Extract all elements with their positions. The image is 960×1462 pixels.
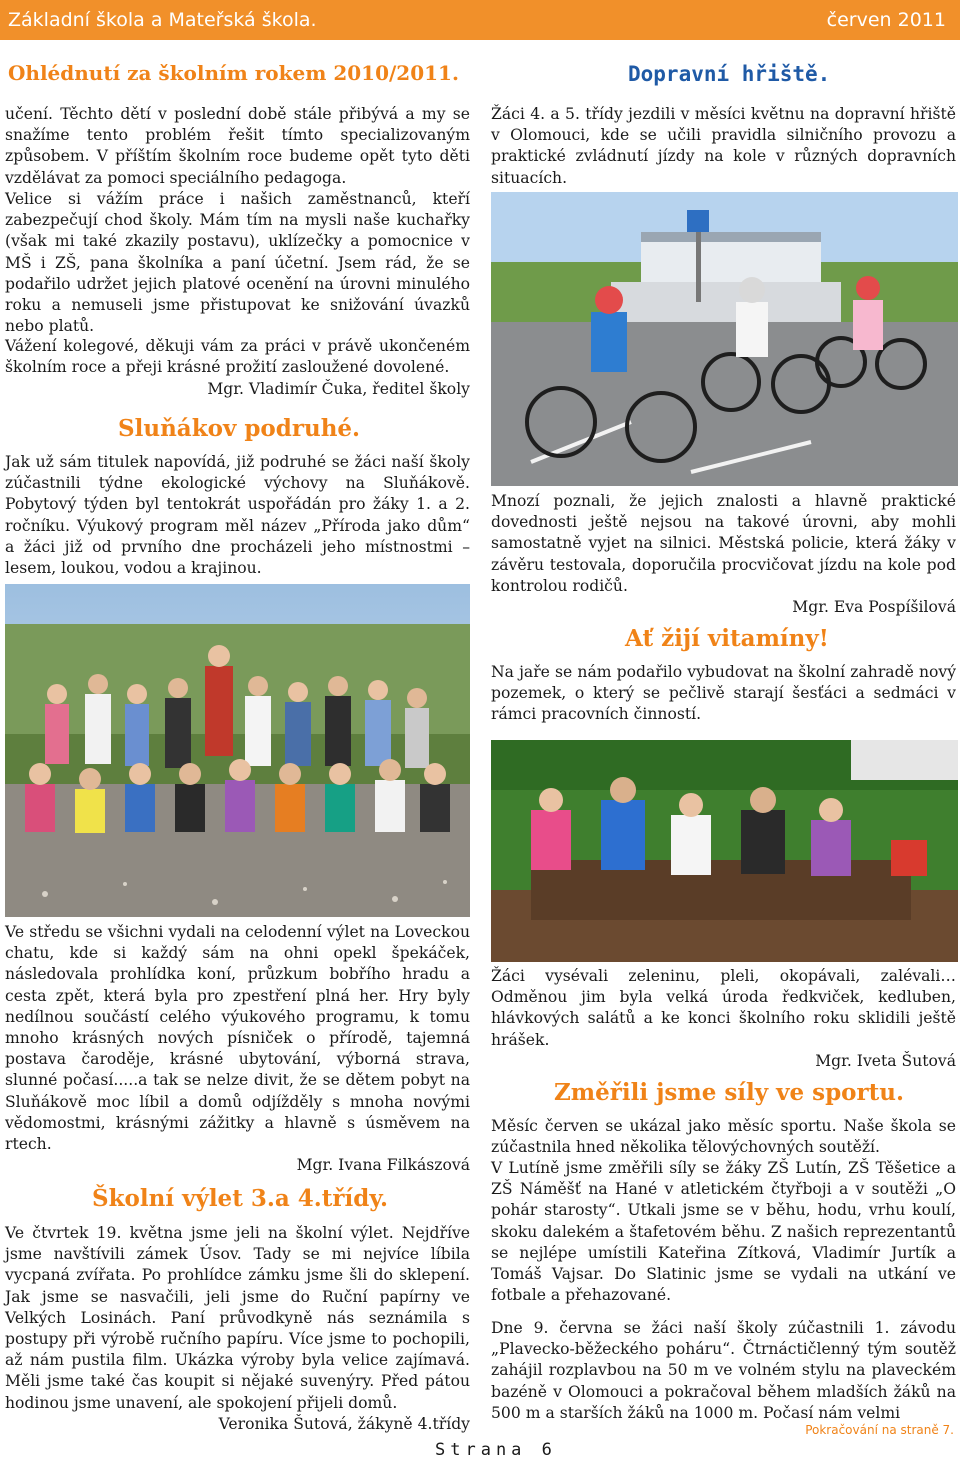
bicycle-photo-illustration xyxy=(491,192,958,486)
garden-photo xyxy=(491,740,958,962)
section-title-school-trip: Školní výlet 3.a 4.třídy. xyxy=(92,1185,389,1212)
bicycle-photo xyxy=(491,192,958,486)
vitamins-paragraph-1: Na jaře se nám podařilo vybudovat na školní zahradě nový pozemek, o který se pečlivě starají šesťáci a sedmáci v rámci pracovních činností. xyxy=(491,663,956,724)
vitamins-signature: Mgr. Iveta Šutová xyxy=(815,1052,956,1070)
slunakov-signature: Mgr. Ivana Filkászová xyxy=(296,1156,470,1174)
slunakov-paragraph-2: Ve středu se všichni vydali na celodenní výlet na Loveckou chatu, kde si každý sám na ohni opekl špekáček, následovala prohlídka koní, průzkum bobřího hradu a cesta zpět, která byla pro zpestření plná her. Hry byly nedílnou součástí celého výukového programu, k tomu mnoho krásných nových písniček o přírodě, tajemná postava čaroděje, krásné ubytování, výborná strava, slunné počasí.....a tak se nelze divit, že se dětem pobyt na Sluňákově moc líbil a domů odjížděly s mnoha novými vědomostmi, krásnými zážitky a hlavně s úsměvem na rtech. xyxy=(5,923,470,1154)
garden-photo-illustration xyxy=(491,740,958,962)
section-title-review: Ohlédnutí za školním rokem 2010/2011. xyxy=(8,61,459,85)
school-name: Základní škola a Mateřská škola. xyxy=(8,9,317,31)
review-paragraph-3: Vážení kolegové, děkuji vám za práci v právě ukončeném školním roce a přeji krásné prožití zasloužené dovolené. xyxy=(5,337,470,377)
section-title-sport: Změřili jsme síly ve sportu. xyxy=(554,1079,904,1106)
vitamins-paragraph-2: Žáci vysévali zeleninu, pleli, okopávali, zalévali… Odměnou jim byla velká úroda ředkviček, kedluben, hlávkových salátů a ke konci školního roku sklidili ještě hrášek. xyxy=(491,967,956,1049)
traffic-paragraph-2: Mnozí poznali, že jejich znalosti a hlavně praktické dovednosti ještě nejsou na takové úrovni, aby mohli samostatně vyjet na silnici. Městská policie, která žáky v závěru testovala, doporučila procvičovat jízdu na kole pod kontrolou rodičů. xyxy=(491,492,956,595)
traffic-paragraph-1: Žáci 4. a 5. třídy jezdili v měsíci květnu na dopravní hřiště v Olomouci, kde se učili pravidla silničního provozu a praktické zvládnutí jízdy na kole v různých dopravních situacích. xyxy=(491,105,956,187)
section-title-slunakov: Sluňákov podruhé. xyxy=(118,415,361,442)
sport-paragraph-1: Měsíc červen se ukázal jako měsíc sportu. Naše škola se zúčastnila hned několika tělovýchovných soutěží. xyxy=(491,1117,956,1157)
page-header xyxy=(0,0,960,40)
sport-paragraph-2: V Lutíně jsme změřili síly se žáky ZŠ Lutín, ZŠ Těšetice a ZŠ Náměšť na Hané v atletickém čtyřboji a v soutěži „O pohár starosty“. Utkali jsme se v běhu, hodu, vrhu koulí, skoku dalekém a štafetovém běhu. Z našich reprezentantů se nejlépe umístili Kateřina Zítková, Vladimír Jurtík a Tomáš Vajsar. Do Slatinic jsme se vydali na utkání ve fotbale a přehazované. xyxy=(491,1159,956,1305)
sport-paragraph-3: Dne 9. června se žáci naší školy zúčastnili 1. závodu „Plavecko-běžeckého poháru“. Čtrnáctičlenný tým soutěž zahájil rozplavbou na 50 m ve volném stylu na plaveckém bazéně v Olomouci a pokračoval během mladších žáků na 500 m a starších žáků na 1000 m. Počasí nám velmi xyxy=(491,1319,956,1422)
continued-note: Pokračování na straně 7. xyxy=(805,1423,954,1437)
section-title-traffic: Dopravní hřiště. xyxy=(628,62,831,86)
review-signature: Mgr. Vladimír Čuka, ředitel školy xyxy=(207,380,470,398)
group-photo-illustration xyxy=(5,584,470,917)
section-title-vitamins: Ať žijí vitamíny! xyxy=(625,625,829,652)
slunakov-paragraph-1: Jak už sám titulek napovídá, již podruhé se žáci naší školy zúčastnili týdne ekologické výchovy na Sluňákově. Pobytový týden byl tentokrát uspořádán pro žáky 1. a 2. ročníku. Výukový program měl název „Příroda jako dům“ a žáci již od prvního dne procházeli jeho místnostmi – lesem, loukou, vodou a krajinou. xyxy=(5,453,470,578)
school-trip-paragraph: Ve čtvrtek 19. května jsme jeli na školní výlet. Nejdříve jsme navštívili zámek Úsov. Tady se mi nejvíce líbila vycpaná zvířata. Po prohlídce zámku jsme šli do sklepení. Jak jsme se nasvačili, jeli jsme do Ruční papírny ve Velkých Losinách. Paní průvodkyně nás seznámila s postupy při výrobě ručního papíru. Více jsme to pochopili, až nám pustila film. Ukázka výroby byla velice zajímavá. Měli jsme také čas koupit si nějaké suvenýry. Před pátou hodinou jsme unavení, ale spokojení přijeli domů. xyxy=(5,1224,470,1412)
page-number: Strana 6 xyxy=(435,1440,557,1460)
review-paragraph-1: učení. Těchto dětí v poslední době stále přibývá a my se snažíme tento problém řešit tímto specializovaným způsobem. V příštím školním roce budeme opět tyto děti vzdělávat za pomoci speciálního pedagoga. xyxy=(5,105,470,187)
school-trip-signature: Veronika Šutová, žákyně 4.třídy xyxy=(218,1415,470,1433)
issue-date: červen 2011 xyxy=(826,9,946,31)
class-group-photo xyxy=(5,584,470,917)
review-paragraph-2: Velice si vážím práce i našich zaměstnanců, kteří zabezpečují chod školy. Mám tím na mysli naše kuchařky (však mi také zkazily postavu), uklízečky a pomocnice v MŠ i ZŠ, pana školníka a paní účetní. Jsem rád, že se podařilo udržet jejich platové ocenění na úrovni minulého roku a nemuseli jsme přistupovat ke snižování úvazků nebo platů. xyxy=(5,190,470,336)
traffic-signature: Mgr. Eva Pospíšilová xyxy=(792,598,956,616)
